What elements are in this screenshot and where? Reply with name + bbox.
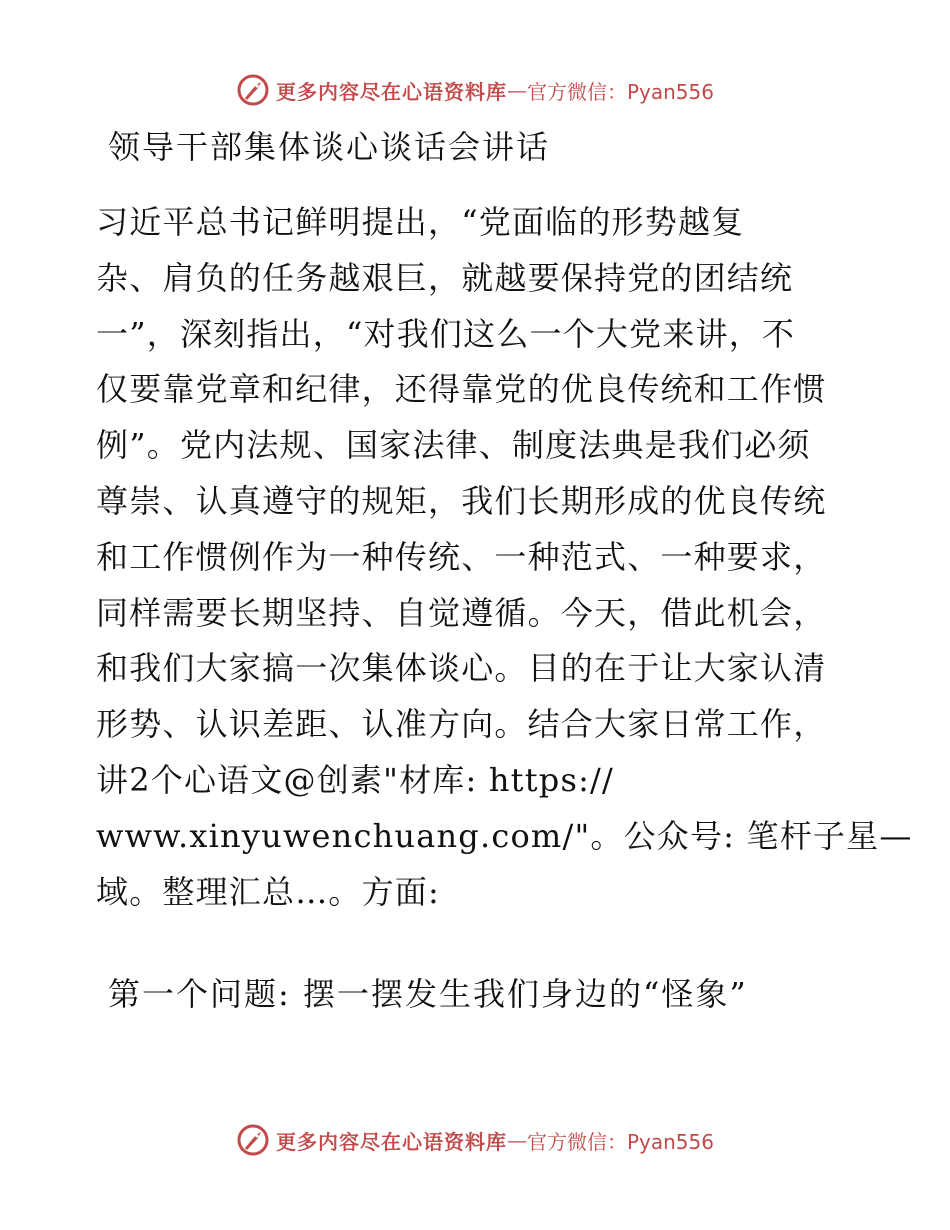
banner-separator: — (506, 78, 527, 102)
paragraph-line: 同样需要长期坚持、自觉遵循。今天，借此机会， (96, 593, 827, 632)
paragraph-line: 和我们大家搞一次集体谈心。目的在于让大家认清 (96, 649, 827, 688)
paragraph-line: 讲2个心语文@创素"材库: https:// (96, 760, 615, 799)
paragraph-line: 习近平总书记鲜明提出，“党面临的形势越复 (96, 203, 745, 241)
banner-wechat-text: 官方微信：Pyan556 (526, 1129, 714, 1154)
document-title: 领导干部集体谈心谈话会讲话 (108, 128, 551, 166)
paragraph-line: 例”。党内法规、国家法律、制度法典是我们必须 (96, 426, 811, 465)
pen-nib-logo-icon (236, 1123, 270, 1157)
paragraph-line: 形势、认识差距、认准方向。结合大家日常工作， (96, 705, 827, 744)
paragraph-line: 尊崇、认真遵守的规矩，我们长期形成的优良传统 (96, 481, 827, 520)
banner-main-text: 更多内容尽在心语资料库 (275, 1129, 507, 1154)
document-paragraph (96, 195, 913, 920)
banner-main-text: 更多内容尽在心语资料库 (275, 79, 507, 104)
paragraph-line: 仅要靠党章和纪律，还得靠党的优良传统和工作惯 (96, 370, 827, 409)
pen-nib-logo-icon (236, 73, 270, 107)
banner-separator: — (506, 1128, 527, 1152)
paragraph-line: 域。整理汇总…。方面: (96, 872, 440, 911)
paragraph-line: www.xinyuwenchuang.com/"。公众号: 笔杆子星— (96, 816, 913, 855)
banner-wechat-text: 官方微信：Pyan556 (526, 79, 714, 104)
paragraph-line: 和工作惯例作为一种传统、一种范式、一种要求， (96, 537, 827, 576)
paragraph-line: 一”，深刻指出，“对我们这么一个大党来讲，不 (96, 314, 796, 353)
paragraph-line: 杂、肩负的任务越艰巨，就越要保持党的团结统 (96, 258, 794, 297)
footer-watermark-banner (0, 1120, 950, 1160)
header-watermark-banner (0, 70, 950, 110)
section-heading: 第一个问题: 摆一摆发生我们身边的“怪象” (108, 975, 748, 1013)
